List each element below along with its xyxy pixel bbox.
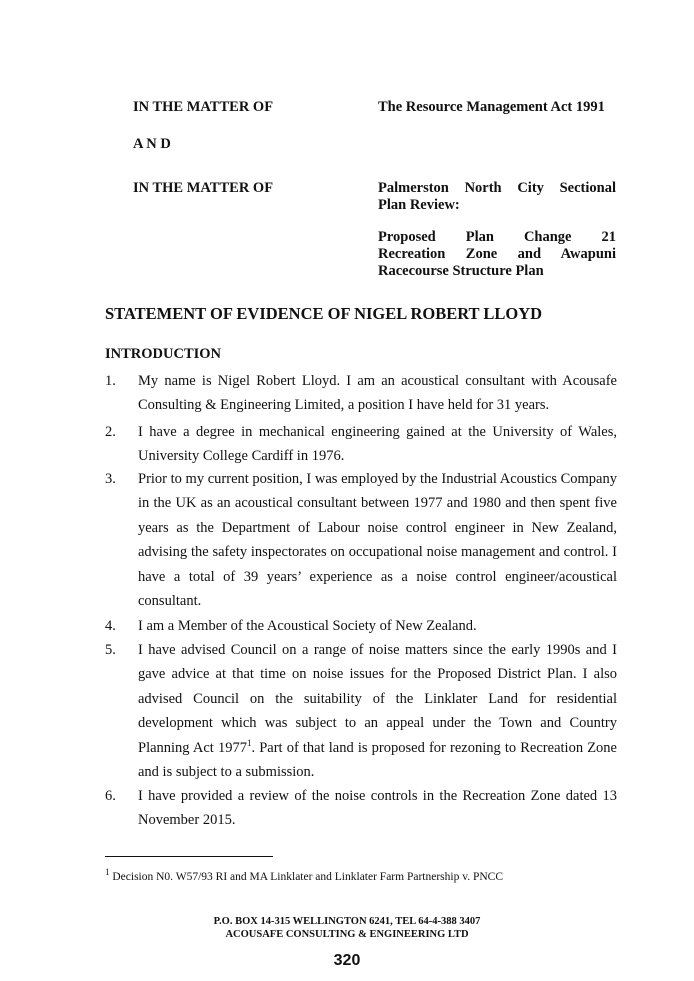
caption-right-2 [378,180,616,214]
paragraph-text: Prior to my current position, I was employed by the Industrial Acoustics Company in the UK as an acoustical consultant between 1977 and 1980 and then spent five years as the Department of Labour noise control engineer in New Zealand, advising the safety inspectorates on occupational noise management and control. I have a total of 39 years’ experience as a noise control engineer/acoustical consultant. [138,471,617,610]
footnote-marker: 1 [105,867,110,878]
paragraph-text: I have a degree in mechanical engineering gained at the University of Wales, University College Cardiff in 1976. [138,424,617,465]
paragraph-number: 3. [105,471,116,487]
paragraph-6 [105,784,617,833]
paragraph-number: 6. [105,788,116,804]
paragraph-4 [105,614,617,638]
paragraph-number: 1. [105,373,116,389]
footnote-reference: 1 [246,737,252,748]
paragraph-5 [105,638,617,784]
paragraph-text-after: . Part of that land is proposed for rezoning to Recreation Zone and is subject to a submission. [138,739,617,781]
document-title: STATEMENT OF EVIDENCE OF NIGEL ROBERT LLOYD [105,304,543,323]
caption-left-2: IN THE MATTER OF [133,180,274,196]
section-heading: INTRODUCTION [105,346,222,362]
paragraph-text-before: I have advised Council on a range of noise matters since the early 1990s and I gave advice at that time on noise issues for the Proposed District Plan. I also advised Council on the suitability of the Linklater Land for residential development which was subject to an appeal under the Town and Country Planning Act 1977 [138,642,617,756]
footer-address: P.O. BOX 14-315 WELLINGTON 6241, TEL 64-4-388 3407 [213,916,481,927]
footnote-text: Decision N0. W57/93 RI and MA Linklater and Linklater Farm Partnership v. PNCC [112,871,503,883]
paragraph-number: 4. [105,618,116,634]
caption-right-2-line-1: Palmerston North City Sectional [378,180,616,196]
paragraph-number: 5. [105,642,116,658]
page-number: 320 [333,952,361,969]
caption-right-3 [378,229,616,280]
footnote-separator [105,856,273,857]
caption-and: A N D [133,136,171,152]
paragraph-text: I am a Member of the Acoustical Society of New Zealand. [138,618,477,634]
paragraph-3 [105,467,617,613]
caption-right-2-line-2: Plan Review: [378,197,460,213]
caption-right-3-line-1: Proposed Plan Change 21 [378,229,616,245]
paragraph-2 [105,420,617,469]
footnote [105,867,503,883]
paragraph-text: I have provided a review of the noise controls in the Recreation Zone dated 13 November 2015. [138,788,617,829]
paragraph-1 [105,369,617,418]
paragraph-text [138,638,617,784]
paragraph-number: 2. [105,424,116,440]
paragraph-text: My name is Nigel Robert Lloyd. I am an acoustical consultant with Acousafe Consulting & Engineering Limited, a position I have held for 31 years. [138,373,617,414]
footer-company: ACOUSAFE CONSULTING & ENGINEERING LTD [225,929,469,940]
caption-right-3-line-2: Recreation Zone and Awapuni [378,246,616,262]
caption-left-1: IN THE MATTER OF [133,99,274,115]
caption-right-1: The Resource Management Act 1991 [378,99,605,115]
caption-right-3-line-3: Racecourse Structure Plan [378,263,544,279]
